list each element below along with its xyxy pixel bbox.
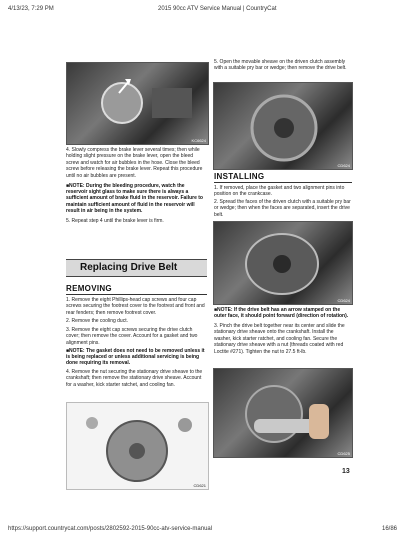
page-number: 13 [342, 468, 350, 475]
photo-code: KC6624 [191, 138, 206, 143]
step-5-text: 5. Repeat step 4 until the brake lever is firm. [66, 218, 164, 224]
photo-code: CD624 [337, 163, 350, 168]
note-gasket: ■NOTE: The gasket does not need to be removed unless it is being replaced or unless additional servicing is being done requiring its removal. [66, 348, 205, 367]
section-title-bar [66, 259, 207, 277]
photo-torque-nut [213, 368, 353, 458]
removing-step-1: 1. Remove the eight Phillips-head cap screws and four cap screws securing the footrest cover to the footrest and front and rear fenders; then remove footrest cover. [66, 297, 205, 316]
removing-rule [66, 294, 207, 295]
note-bleeding: ■NOTE: During the bleeding procedure, watch the reservoir sight glass to make sure there is always a sufficient amount of brake fluid in the reservoir. Failure to maintain sufficient amount of fluid in the reservoir will result in air being in the system. [66, 183, 203, 214]
footer-page-count: 16/86 [382, 526, 398, 532]
photo-driven-clutch [213, 82, 353, 170]
installing-step-2: 2. Spread the faces of the driven clutch with a suitable pry bar or wedge; then when the faces are separated, insert the drive belt. [214, 199, 351, 218]
installing-heading: INSTALLING [214, 172, 265, 181]
photo-brake-bleed-art [67, 63, 208, 144]
removing-step-4: 4. Remove the nut securing the stationary drive sheave to the crankshaft; then remove the stationary drive sheave. Account for a washer, kick starter ratchet, and cooling fan. [66, 369, 203, 388]
photo-driven-clutch-art [214, 83, 352, 169]
header-title: 2015 90cc ATV Service Manual | CountryCat [158, 6, 277, 12]
photo-code: CD621 [193, 483, 206, 488]
footer-url[interactable]: https://support.countrycat.com/posts/2802592-2015-90cc-atv-service-manual [8, 526, 213, 532]
photo-code: CD624 [337, 298, 350, 303]
section-title: Replacing Drive Belt [80, 262, 178, 273]
installing-step-3: 3. Pinch the drive belt together near its center and slide the stationary drive sheave onto the crankshaft. Install the washer, kick starter ratchet, and cooling fan. Secure the stationary drive sheave with a nut (threads coated with red Loctite #271). Tighten the nut to 27.5 ft-lb. [214, 323, 345, 355]
installing-step-1: 1. If removed, place the gasket and two alignment pins into position on the crankcase. [214, 185, 345, 198]
removing-step-5: 5. Open the movable sheave on the driven clutch assembly with a suitable pry bar or wedge; then remove the drive belt. [214, 59, 347, 72]
removing-step-3: 3. Remove the eight cap screws securing the drive clutch cover; then remove the cover. Account for a gasket and two alignment pins. [66, 327, 198, 346]
removing-step-2: 2. Remove the cooling duct. [66, 318, 128, 324]
removing-heading: REMOVING [66, 284, 112, 293]
photo-drive-belt [213, 221, 353, 305]
photo-brake-bleed [66, 62, 209, 145]
installing-rule [214, 182, 352, 183]
photo-code: CD625 [337, 451, 350, 456]
step-4-text: 4. Slowly compress the brake lever several times; then while holding slight pressure on the brake lever, open the bleed screw and watch for air bubbles in the hose. Close the bleed screw before releasing the brake lever. Repeat this procedure until no air bubbles are present. [66, 147, 203, 179]
note-belt-arrow: ■NOTE: If the drive belt has an arrow stamped on the outer face, it should point forward (direction of rotation). [214, 307, 349, 320]
photo-torque-nut-art [214, 369, 352, 457]
photo-sheave-parts-art [67, 403, 208, 489]
photo-drive-belt-art [214, 222, 352, 304]
header-datetime: 4/13/23, 7:29 PM [8, 6, 54, 12]
photo-sheave-parts [66, 402, 209, 490]
